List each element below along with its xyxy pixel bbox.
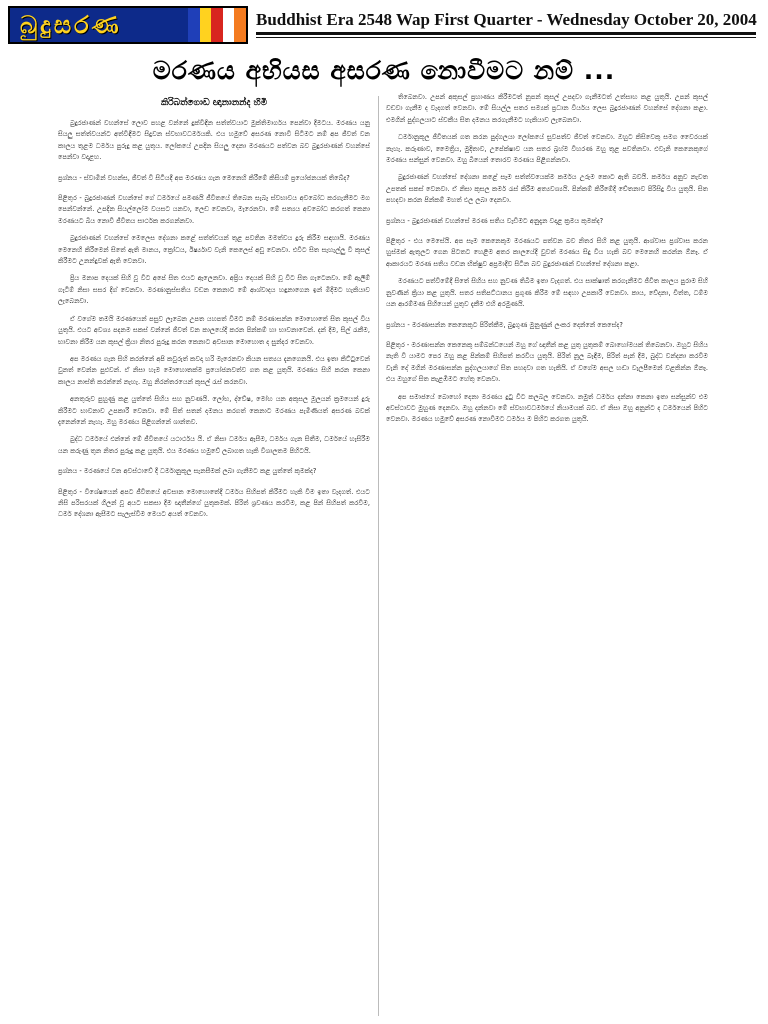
flag-stripe [223,8,235,42]
article-author: කිරිබත්ගොඩ ඥානානන්ද හිමි [160,98,268,108]
right-column-paragraph: ප්‍රශ්නය - බුදුරජාණන් වහන්සේ මරණ සතිය වැඩීමට අනුදැන වදාළ ක්‍රමය කුමක්ද? [386,216,604,225]
right-column-paragraph: පිළිතුර - මරණාසන්න කෙනෙකු සම්බන්ධයෙන් ඔහු ගේ ඥාතීන් කළ යුතු යුතුකම් බොහෝමයක් තිබෙනවා. ඔහුට සිහිය නැති වී යාමට පෙර ඔහු කළ පින්කම් සිහිපත් කරවිය යුතුයි. පිරිත් නූල බැඳීම, පිරිත් පැන් දීම, බුද්ධ වන්දනා කරවීම වැනි දේ මගින් මරණාසන්න පුද්ගලයාගේ සිත පහදවා ගත හැකියි. ඒ වගේම අසල හඬා වැලපීමෙන් වළකින්න ඕනෑ. එය ඔහුගේ සිත කැළඹීමට හේතු වෙනවා. [386,340,708,384]
left-column-paragraph: පිළිතුර - විශේෂයෙන් අපට ජීවිතයේ අවසාන මොහොතේදී ධර්මය සිහිපත් කිරීමට හැකි වීම ඉතා වැදගත්. එයට නිසි පරිසරයක් ගිලන් වූ අයට සකසා දීම ඥාතීන්ගේ යුතුකමක්. පිරිත් ශ්‍රවණය කරවීම, කළ පින් සිහිපත් කරවීම, ධර්ම දේශනා ඇසීමට සැලැස්වීම මෙයට අයත් වෙනවා. [58,487,370,519]
flag-stripe [234,8,246,42]
flag-stripe [200,8,212,42]
left-column-paragraph: බුදුරජාණන් වහන්සේ මෙලෙස දේශනා කළේ සත්ත්වයන් තුළ පවතින මමත්වය දුරු කිරීම සඳහායි. මරණය මෙනෙහි කිරීමෙන් සිතේ ඇති මානය, ක්‍රෝධය, ඊර්ෂ්‍යාව වැනි කෙලෙස් අඩු වෙනවා. එවිට සිත සැහැල්ලු වී කුසල් කිරීමට උනන්දුවක් ඇති වෙනවා. [58,234,370,266]
article-column-right [386,92,708,1018]
site-logo[interactable] [8,6,248,44]
left-body [58,118,370,521]
masthead-rule-thin [256,37,756,38]
right-column-paragraph: පිළිතුර - එය මෙසේයි. අප සෑම කෙනෙකුම මරණයට පත්වන බව නිතර සිහි කළ යුතුයි. ආශ්වාස ප්‍රශ්වාස කරන හුස්මක් ඇතුලට ගෙන පිටතට හෙළීම අතර කාලයේදී වුවත් මරණය සිදු විය හැකි බව මෙනෙහි කරන්න ඕනෑ. ඒ ආකාරයට මරණ සතිය වඩන භික්ෂුව අප්‍රමාදීව සිටින බව බුදුරජාණන් වහන්සේ දේශනා කළා. [386,237,708,268]
left-column-paragraph: පිළිතුර - බුදුරජාණන් වහන්සේ ගේ ධර්මයේ පමණයි ජීවිතයේ තිබෙන සැබෑ ස්වභාවය අවබෝධ කරගැනීමට මග පෙන්වන්නේ. උපදින සියල්ලෝම වයසට යනවා, ලෙඩ වෙනවා, මැරෙනවා. මේ සත්‍යය අවබෝධ කරගත් කෙනා මරණයට බිය නොවී ජීවිතය සාර්ථක කරගන්නවා. [58,194,370,225]
right-column-paragraph: මරණයට පත්වීමේදී සිතේ සිහිය සහ නුවණ තිබීම ඉතා වැදගත්. එය සාක්ෂාත් කරගැනීමට ජීවිත කාලය පුරාම සිහි නුවණින් ක්‍රියා කළ යුතුයි. සතර සතිපට්ඨානය ප්‍රගුණ කිරීම මේ සඳහා උපකාරී වෙනවා. කාය, වේදනා, චිත්ත, ධම්ම යන ආරම්මණ සිහියෙන් යුතුව දැකීම එහි අරමුණයි. [386,277,708,309]
left-column-paragraph: ප්‍රශ්නය - ස්වාමීන් වහන්ස, ජීවත් වී සිටියදී අප මරණය ගැන මෙනෙහි කිරීමේ කිසියම් ප්‍රයෝජනයක් තිබේද? [58,173,350,182]
masthead-rule [256,32,756,35]
right-column-paragraph: ධර්මානුකූල ජීවිතයක් ගත කරන පුද්ගලයා ලෝකයේ සුවපත්ව ජීවත් වෙනවා. ඔහුට කිසිවෙකු සමග වෛරයක් නැහැ. කරුණාව, මෛත්‍රිය, මුදිතාව, උපේක්ෂාව යන සතර බ්‍රහ්ම විහරණ ඔහු තුළ පවතිනවා. එවැනි කෙනෙකුගේ මරණය සන්සුන් වෙනවා. ඔහු බියෙන් තොරව මරණය පිළිගන්නවා. [386,133,708,165]
right-column-paragraph: අප සමාජයේ බොහෝ දෙනා මරණය දුටු විට කලබල වෙනවා. නමුත් ධර්මය දන්නා කෙනා ඉතා සන්සුන්ව එම අවස්ථාවට මුහුණ දෙනවා. ඔහු දන්නවා මේ ස්වභාවධර්මයේ නියාමයක් බව. ඒ නිසා ඔහු අනුන්ට ද ධර්මයෙන් පිහිට වෙනවා. මරණය හමුවේ අසරණ නොවීමට ධර්මය ම පිහිට කරගත යුතුයි. [386,392,708,424]
left-column-paragraph: ප්‍රිය මනාප දෙයක් සිහි වූ විට අපේ සිත එයට ඇලෙනවා. අප්‍රිය දෙයක් සිහි වූ විට සිත ගැටෙනවා. මේ ඇලීම් ගැටීම් නිසා සසර දිග් වෙනවා. මරණානුස්සතිය වඩන කෙනාට මේ ආශ්වාදය හඳුනාගෙන ඉන් මිදීමට හැකියාව ලැබෙනවා. [58,274,370,306]
left-column-paragraph: අප මරණය ගැන සිහි කරන්නේ අපි කවුරුත් කවදා හරි මැරෙනවා කියන සත්‍යය දැනගෙනයි. එය ඉතා කිට්ටුවෙන් වුනත් වෙන්න පුළුවන්. ඒ නිසා හැම මොහොතක්ම ප්‍රයෝජනවත්ව ගත කළ යුතුයි. මරණය සිහි කරන කෙනා කාලය නාස්ති කරන්නේ නැහැ. ඔහු නිරන්තරයෙන් කුසල් රැස් කරනවා. [58,354,370,386]
article-headline: මරණය අභියස අසරණ නොවීමට නම් ... [152,56,616,85]
right-column-paragraph: බුදුරජාණන් වහන්සේ දේශනා කළේ සෑම සත්ත්වයෙක්ම කර්මය උරුම කොට ඇති බවයි. කර්මය අනුව නැවත උපතක් සකස් වෙනවා. ඒ නිසා කුසල කර්ම රැස් කිරීම අත්‍යවශ්‍යයි. පින්කම් කිරීමේදී චේතනාව පිරිසිදු විය යුතුයි. සිත පහදවා කරන පින්කම් මහත් ඵල ලබා දෙනවා. [386,173,708,205]
left-column-paragraph: බුදුරජාණන් වහන්සේ ලොව පහළ වන්නේ දුක්විඳින සත්ත්වයාට මුක්තිමාර්ගය පෙන්වා දීමටය. මරණය යනු සියලු සත්ත්වයන්ට අත්විඳීමට සිදුවන ස්වභාවධර්මයකි. එය හමුවේ අසරණ නොවී සිටීමට නම් අප ජීවත් වන කාලය තුළම ධර්මය පුරුදු කළ යුතුය. ලෝකයේ උපදින සියලු දෙනා මරණයට පත්වන බව බුදුරජාණන් වහන්සේ පෙන්වා වදාළහ. [58,119,370,162]
right-body [386,92,708,426]
left-column-paragraph: ඒ වගේම තමයි මරණයෙන් පසුව ලැබෙන උපත යහපත් වීමට නම් මරණාසන්න මොහොතේ සිත කුසල් විය යුතුයි. එයට අවශ්‍ය පදනම සකස් වන්නේ ජීවත් වන කාලයේදී කරන පින්කම් හා භාවනාවෙන්. දන් දීම, සිල් රැකීම, භාවනා කිරීම යන කුසල් ක්‍රියා නිතර පුරුදු කරන කෙනාට අවසාන මොහොත ද සුන්දර වෙනවා. [58,314,370,346]
issue-line: Buddhist Era 2548 Wap First Quarter - Wednesday October 20, 2004 [256,10,757,29]
buddhist-flag-icon [188,8,246,42]
right-column-paragraph: තිබෙනවා. උපන් අකුසල් ප්‍රහාණය කිරීමටත් නූපන් කුසල් උපදවා ගැනීමටත් උත්සාහ කළ යුතුයි. උපන් කුසල් වඩවා ගැනීම ද වැදගත් වෙනවා. මේ සියල්ල සතර සම්‍යක් ප්‍රධාන වීර්යය ලෙස බුදුරජාණන් වහන්සේ දේශනා කළා. එමගින් පුද්ගලයාට ස්වකීය සිත දමනය කරගැනීමට හැකියාව ලැබෙනවා. [386,93,708,124]
masthead [0,0,768,50]
article-column-left [58,96,370,1018]
left-column-paragraph: ප්‍රශ්නය - මරණයේ වන අවස්ථාවේ දී ධර්මානුකූල සැනසීමක් ලබා ගැනීමට කළ යුත්තේ කුමක්ද? [58,467,317,476]
left-column-paragraph: අනතුරුව පුහුණු කළ යුත්තේ සිහිය සහ නුවණයි. ලෝභ, ද්වේෂ, මෝහ යන අකුසල මූලයන් ක්‍රමයෙන් දුරු කිරීමට භාවනාව උපකාරී වෙනවා. මේ සිත් සතන් දමනය කරගත් කෙනාට මරණය පැමිණියත් අසරණ බවක් දැනෙන්නේ නැහැ. ඔහු මරණය පිළිගන්නේ ශාන්තව. [58,395,370,426]
right-column-paragraph: ප්‍රශ්නය - මරණාසන්න කෙනෙකුට පිරිත්කීම, බුදුගුණ මුනුණුන් ලංකර දෙන්නේ කෙසේද? [386,320,623,329]
left-column-paragraph: බුද්ධ ධර්මයේ එන්නේ මේ ජීවිතයේ යථාර්ථය යි. ඒ නිසා ධර්මය ඇසීම, ධර්මය ගැන සිතීම, ධර්මයේ හැසිරීම යන කරුණු තුන නිතර පුරුදු කළ යුතුයි. එය මරණය හමුවේ ලබාගත හැකි විශාලතම පිහිටයි. [58,435,370,455]
flag-stripe [211,8,223,42]
flag-stripe [188,8,200,42]
column-divider [378,96,379,1016]
logo-text: බුදුසරණ [20,11,122,39]
